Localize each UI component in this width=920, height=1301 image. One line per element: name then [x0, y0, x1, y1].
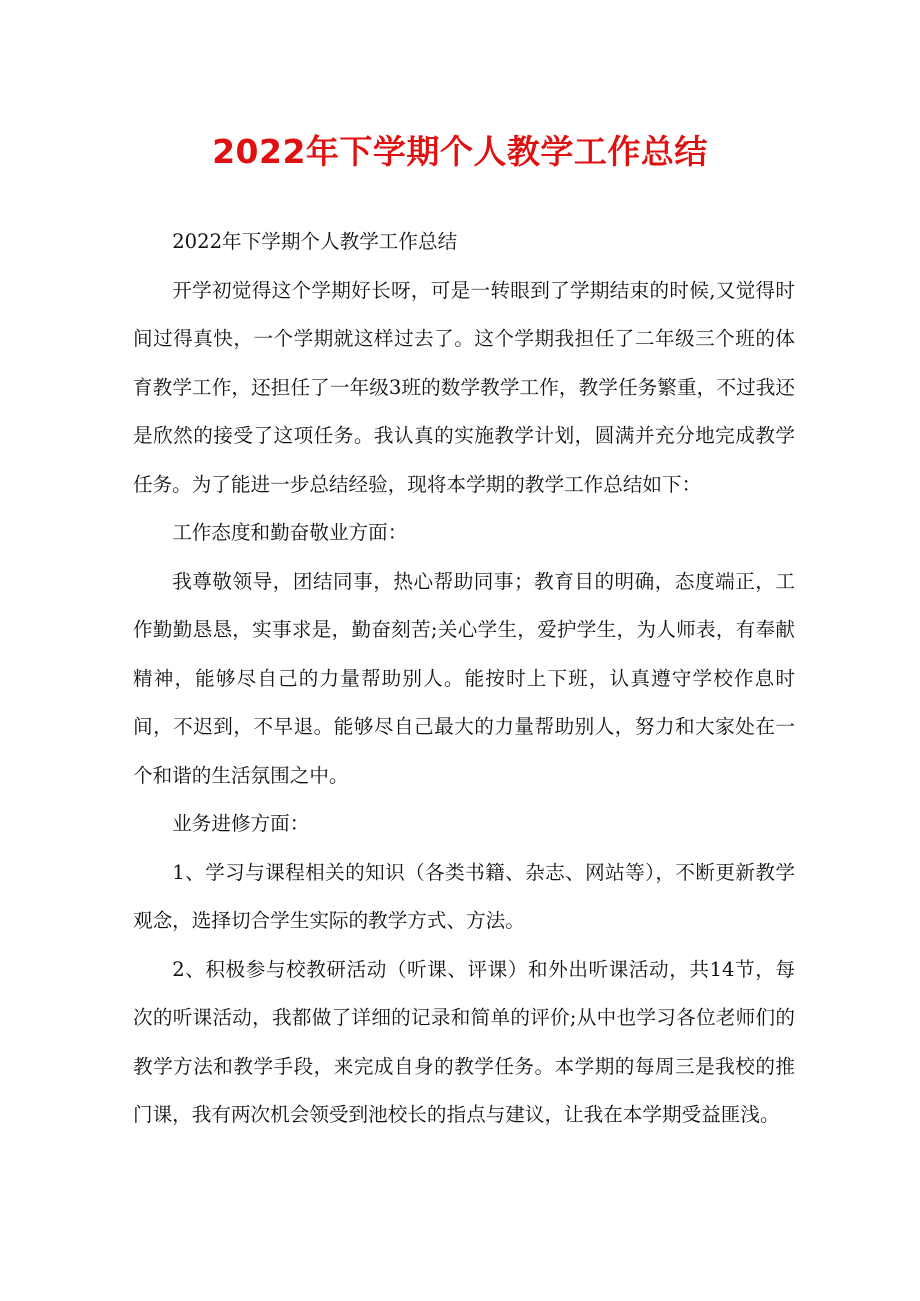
- section-heading-training: 业务进修方面：: [172, 812, 310, 835]
- document-body: [133, 218, 795, 1140]
- paragraph-intro: 开学初觉得这个学期好长呀，可是一转眼到了学期结束的时候,又觉得时间过得真快，一个学期就这样过去了。这个学期我担任了二年级三个班的体育教学工作，还担任了一年级3班的数学教学工作，教学任务繁重，不过我还是欣然的接受了这项任务。我认真的实施教学计划，圆满并充分地完成教学任务。为了能进一步总结经验，现将本学期的教学工作总结如下：: [133, 278, 795, 496]
- paragraph-attitude: 我尊敬领导，团结同事，热心帮助同事；教育目的明确，态度端正，工作勤勤恳恳，实事求是，勤奋刻苦;关心学生，爱护学生，为人师表，有奉献精神，能够尽自己的力量帮助别人。能按时上下班，认真遵守学校作息时间，不迟到，不早退。能够尽自己最大的力量帮助别人，努力和大家处在一个和谐的生活氛围之中。: [133, 569, 795, 787]
- document-title: 2022年下学期个人教学工作总结: [212, 132, 708, 171]
- paragraph-subtitle: 2022年下学期个人教学工作总结: [172, 230, 458, 253]
- paragraph-training-1: 1、学习与课程相关的知识（各类书籍、杂志、网站等），不断更新教学观念，选择切合学生实际的教学方式、方法。: [133, 860, 795, 932]
- paragraph-training-2: 2、积极参与校教研活动（听课、评课）和外出听课活动，共14节，每次的听课活动，我都做了详细的记录和简单的评价;从中也学习各位老师们的教学方法和教学手段，来完成自身的教学任务。本学期的每周三是我校的推门课，我有两次机会领受到池校长的指点与建议，让我在本学期受益匪浅。: [133, 957, 795, 1126]
- section-heading-attitude: 工作态度和勤奋敬业方面：: [172, 521, 408, 544]
